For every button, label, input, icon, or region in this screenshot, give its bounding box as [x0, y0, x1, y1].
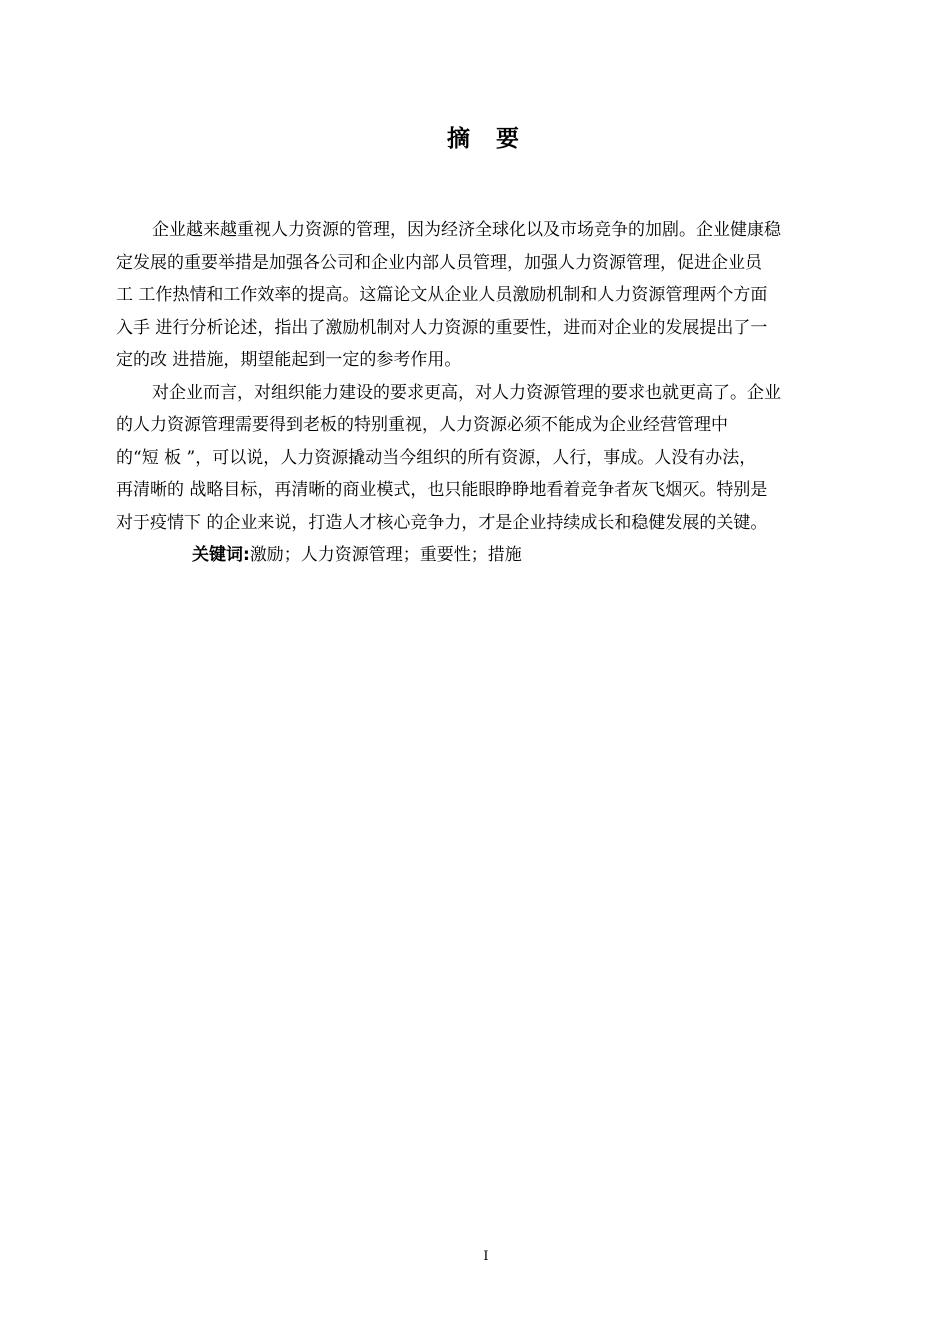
abstract-title-char-1: 摘: [447, 126, 470, 152]
keywords-value: 激励；人力资源管理；重要性；措施: [249, 545, 522, 565]
paragraph-line: 对企业而言，对组织能力建设的要求更高，对人力资源管理的要求也就更高了。企业: [152, 382, 781, 403]
abstract-body: [116, 214, 852, 572]
paragraph-line: 定发展的重要举措是加强各公司和企业内部人员管理，加强人力资源管理，促进企业员: [116, 252, 762, 273]
paragraph-line: 企业越来越重视人力资源的管理，因为经济全球化以及市场竞争的加剧。企业健康稳: [152, 220, 781, 240]
abstract-title: [0, 124, 950, 154]
paragraph-line: 的“短 板 ”，可以说，人力资源撬动当今组织的所有资源，人行，事成。人没有办法，: [116, 447, 757, 468]
abstract-paragraph-1: [116, 214, 852, 377]
paragraph-line: 再清晰的 战略目标，再清晰的商业模式，也只能眼睁睁地看着竞争者灰飞烟灭。特别是: [116, 480, 768, 500]
paragraph-line: 工 工作热情和工作效率的提高。这篇论文从企业人员激励机制和人力资源管理两个方面: [116, 285, 768, 305]
keywords-line: [116, 539, 852, 572]
paragraph-line: 对于疫情下 的企业来说，打造人才核心竞争力，才是企业持续成长和稳健发展的关键。: [116, 512, 768, 533]
paragraph-line: 的人力资源管理需要得到老板的特别重视，人力资源必须不能成为企业经营管理中: [116, 415, 728, 435]
paragraph-line: 入手 进行分析论述，指出了激励机制对人力资源的重要性，进而对企业的发展提出了一: [116, 317, 768, 338]
page-number: I: [483, 1249, 489, 1264]
paragraph-line: 定的改 进措施，期望能起到一定的参考作用。: [116, 350, 462, 370]
abstract-paragraph-2: [116, 377, 852, 540]
abstract-title-char-2: 要: [496, 126, 519, 152]
keywords-label: 关键词:: [192, 545, 250, 565]
